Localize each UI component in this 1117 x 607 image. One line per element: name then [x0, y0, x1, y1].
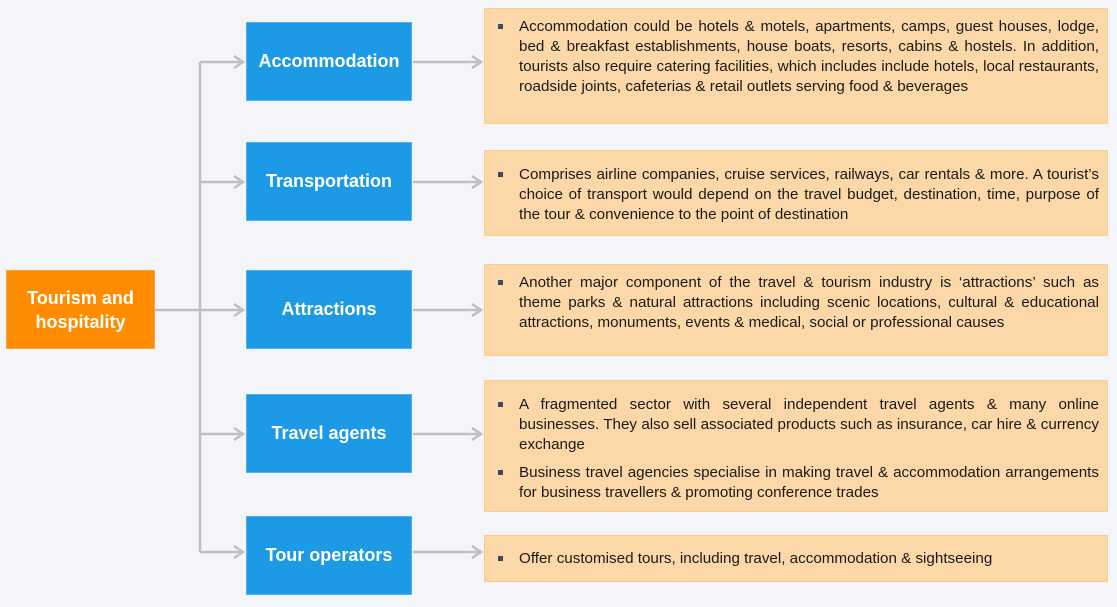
bullet-item [505, 165, 1099, 225]
bullet-text: Accommodation could be hotels & motels, apartments, camps, guest houses, lodge, bed & breakfast establishments, house boats, resorts, cabins & hostels. In addition, tourists also require catering facilities, which includes include hotels, local restaurants, roadside joints, cafeterias & retail outlets serving food & beverages [519, 18, 1099, 95]
category-label: Transportation [265, 171, 392, 191]
bullet-text: A fragmented sector with several independent travel agents & many online businesses. They also sell associated products such as insurance, car hire & currency exchange [519, 396, 1099, 453]
category-box-attractions [246, 270, 412, 349]
bullet-text: Business travel agencies specialise in making travel & accommodation arrangements for business travellers & promoting conference trades [519, 464, 1099, 501]
category-label: Accommodation [258, 51, 400, 71]
bullet-text: Offer customised tours, including travel, accommodation & sightseeing [519, 550, 993, 567]
category-label: Travel agents [271, 423, 387, 443]
category-box-accommodation [246, 22, 412, 101]
description-box-transportation [484, 150, 1108, 236]
bullet-square-icon [498, 556, 503, 561]
root-node-box [6, 270, 155, 349]
category-box-transportation [246, 142, 412, 221]
bullet-item [505, 395, 1099, 455]
bullet-item [505, 549, 1099, 569]
bullet-text: Another major component of the travel & tourism industry is ‘attractions’ such as theme parks & natural attractions including scenic locations, cultural & educational attractions, monuments, events & medical, social or professional causes [519, 274, 1099, 331]
bullet-item [505, 17, 1099, 97]
root-node-label: Tourism and hospitality [27, 287, 134, 332]
category-box-tour-operators [246, 516, 412, 595]
category-box-travel-agents [246, 394, 412, 473]
bullet-square-icon [498, 24, 503, 29]
bullet-square-icon [498, 470, 503, 475]
description-box-travel-agents [484, 380, 1108, 512]
bullet-text: Comprises airline companies, cruise services, railways, car rentals & more. A tourist’s choice of transport would depend on the travel budget, destination, time, purpose of the tour & convenience to the point of destination [519, 166, 1099, 223]
bullet-item [505, 463, 1099, 503]
category-label: Attractions [281, 299, 377, 319]
bullet-square-icon [498, 280, 503, 285]
bullet-item [505, 273, 1099, 333]
category-label: Tour operators [265, 545, 393, 565]
bullet-square-icon [498, 172, 503, 177]
description-box-accommodation [484, 8, 1108, 124]
description-box-attractions [484, 264, 1108, 356]
bullet-square-icon [498, 402, 503, 407]
description-box-tour-operators [484, 535, 1108, 582]
